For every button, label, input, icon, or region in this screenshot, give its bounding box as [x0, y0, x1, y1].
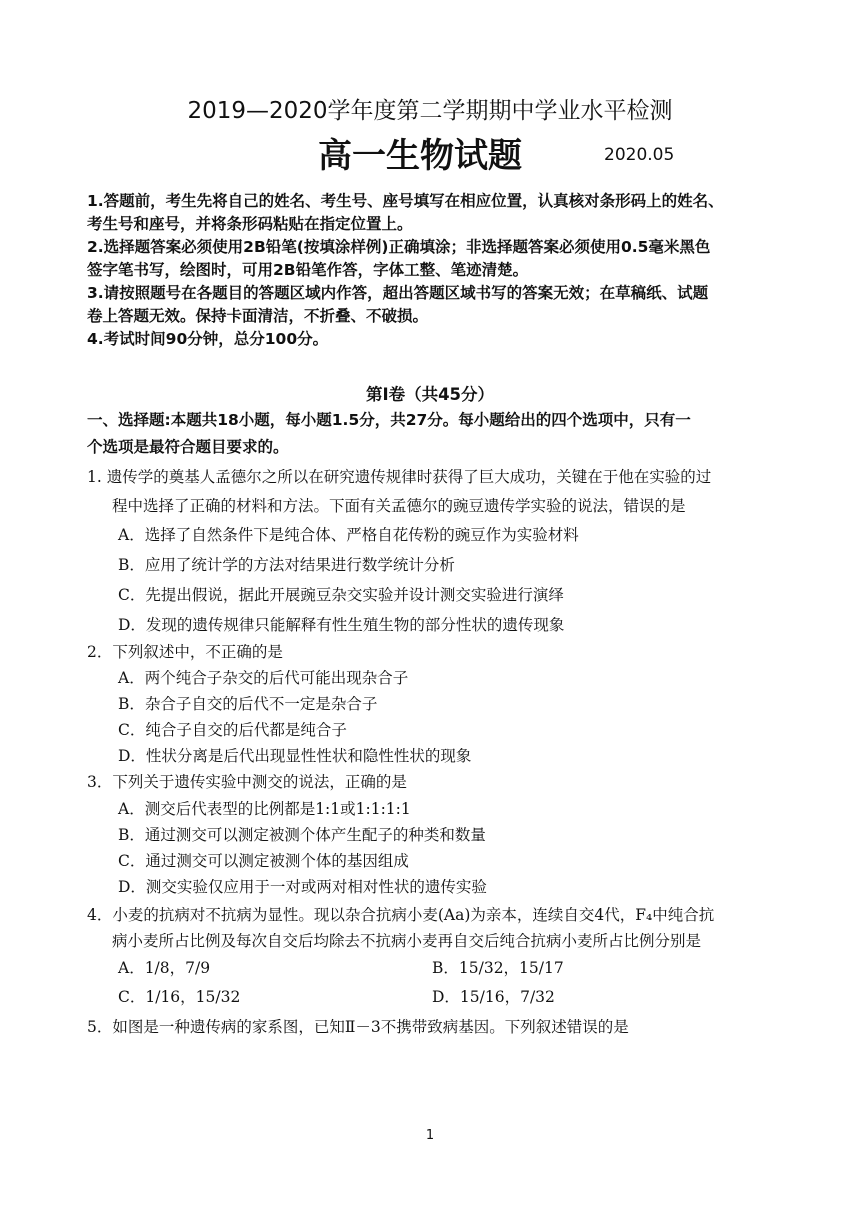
exam-session-title: 2019—2020学年度第二学期期中学业水平检测 — [187, 98, 673, 124]
question-stem: 5．如图是一种遗传病的家系图，已知Ⅱ－3不携带致病基因。下列叙述错误的是 — [87, 1018, 629, 1036]
instruction-line: 3.请按照题号在各题目的答题区域内作答，超出答题区域书写的答案无效；在草稿纸、试题 — [87, 284, 709, 302]
part-title-line: 一、选择题:本题共18小题，每小题1.5分，共27分。每小题给出的四个选项中，只有一 — [87, 411, 691, 429]
exam-subject-title: 高一生物试题 — [318, 136, 522, 176]
option-c: C．1/16，15/32 — [118, 988, 241, 1006]
question-stem: 病小麦所占比例及每次自交后均除去不抗病小麦再自交后纯合抗病小麦所占比例分别是 — [112, 932, 702, 950]
option-b: B．杂合子自交的后代不一定是杂合子 — [118, 695, 378, 713]
option-b: B．通过测交可以测定被测个体产生配子的种类和数量 — [118, 826, 486, 844]
option-d: D．测交实验仅应用于一对或两对相对性状的遗传实验 — [118, 878, 487, 896]
page-number: 1 — [425, 1128, 435, 1143]
section-title: 第Ⅰ卷（共45分） — [365, 385, 495, 404]
question-stem: 1. 遗传学的奠基人孟德尔之所以在研究遗传规律时获得了巨大成功，关键在于他在实验的过 — [87, 468, 712, 486]
instruction-line: 4.考试时间90分钟，总分100分。 — [87, 330, 329, 348]
option-a: A．选择了自然条件下是纯合体、严格自花传粉的豌豆作为实验材料 — [118, 526, 579, 544]
option-c: C．通过测交可以测定被测个体的基因组成 — [118, 852, 409, 870]
option-b: B．应用了统计学的方法对结果进行数学统计分析 — [118, 556, 455, 574]
option-d: D．性状分离是后代出现显性性状和隐性性状的现象 — [118, 747, 472, 765]
instruction-line: 卷上答题无效。保持卡面清洁，不折叠、不破损。 — [87, 307, 429, 325]
option-c: C．先提出假说，据此开展豌豆杂交实验并设计测交实验进行演绎 — [118, 586, 564, 604]
instruction-line: 1.答题前，考生先将自己的姓名、考生号、座号填写在相应位置，认真核对条形码上的姓名、 — [87, 192, 724, 210]
question-stem: 2．下列叙述中，不正确的是 — [87, 643, 283, 661]
option-a: A．两个纯合子杂交的后代可能出现杂合子 — [118, 669, 409, 687]
question-stem: 程中选择了正确的材料和方法。下面有关孟德尔的豌豆遗传学实验的说法，错误的是 — [112, 497, 686, 515]
instruction-line: 签字笔书写，绘图时，可用2B铅笔作答，字体工整、笔迹清楚。 — [87, 261, 529, 279]
option-a: A．1/8，7/9 — [118, 959, 211, 977]
question-stem: 3．下列关于遗传实验中测交的说法，正确的是 — [87, 773, 407, 791]
option-d: D．发现的遗传规律只能解释有性生殖生物的部分性状的遗传现象 — [118, 616, 565, 634]
option-a: A．测交后代表型的比例都是1:1或1:1:1:1 — [118, 800, 411, 818]
option-d: D．15/16，7/32 — [432, 988, 555, 1006]
instruction-line: 2.选择题答案必须使用2B铅笔(按填涂样例)正确填涂；非选择题答案必须使用0.5毫米黑色 — [87, 238, 711, 256]
option-b: B．15/32，15/17 — [432, 959, 564, 977]
part-title-line: 个选项是最符合题目要求的。 — [87, 438, 289, 456]
question-stem: 4．小麦的抗病对不抗病为显性。现以杂合抗病小麦(Aa)为亲本，连续自交4代，F₄中纯合抗 — [87, 906, 715, 924]
exam-date: 2020.05 — [604, 145, 675, 165]
option-c: C．纯合子自交的后代都是纯合子 — [118, 721, 347, 739]
instruction-line: 考生号和座号，并将条形码粘贴在指定位置上。 — [87, 215, 413, 233]
